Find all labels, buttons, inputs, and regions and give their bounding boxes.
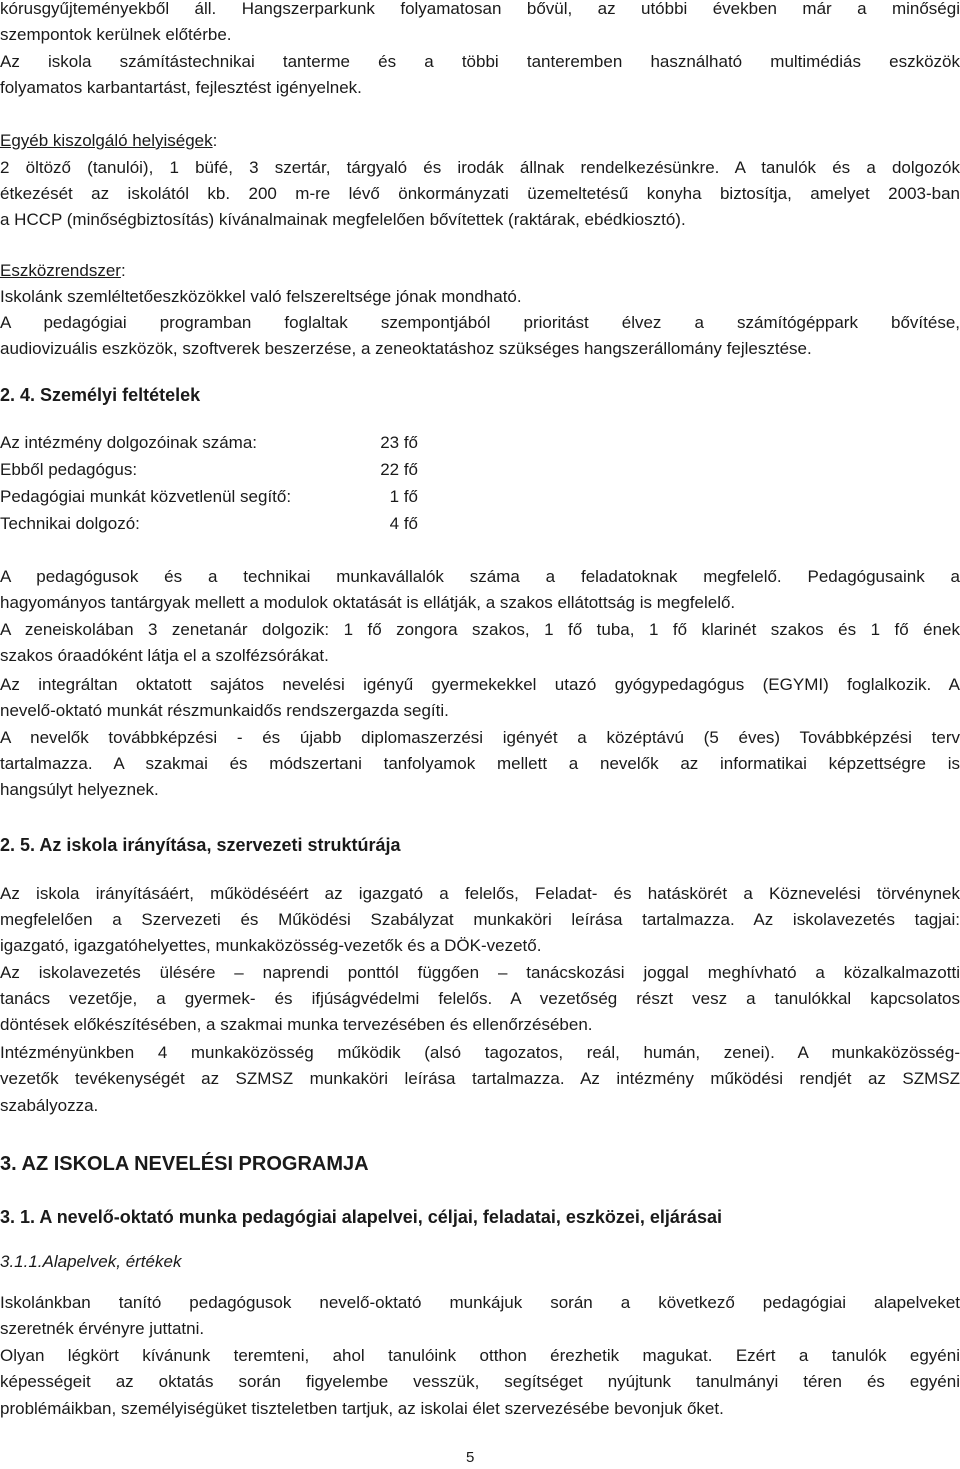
staff-label: Technikai dolgozó: (0, 514, 140, 533)
rooms-heading: Egyéb kiszolgáló helyiségek: (0, 131, 218, 150)
text-line: vezetők tevékenységét az SZMSZ munkaköri leírása tartalmazza. Az intézmény működési rendjét az SZMSZ (0, 1069, 960, 1088)
text-line: Az iskolavezetés ülésére – naprendi ponttól függően – tanácskozási joggal meghívható a közalkalmazotti (0, 963, 960, 982)
text-line: nevelő-oktató munkát részmunkaidős rendszergazda segíti. (0, 701, 449, 720)
text-line: döntések előkészítésében, a szakmai munka tervezésében és ellenőrzésében. (0, 1015, 593, 1034)
text-line: kórusgyűjteményekből áll. Hangszerparkunk folyamatosan bővül, az utóbbi években már a minőségi (0, 0, 960, 18)
text-line: Az integráltan oktatott sajátos nevelési igényű gyermekekkel utazó gyógypedagógus (EGYMI) foglalkozik. A (0, 675, 960, 694)
text-line: igazgató, igazgatóhelyettes, munkaközösség-vezetők és a DÖK-vezető. (0, 936, 542, 955)
text-line: étkezését az iskolától kb. 200 m-re lévő önkormányzati üzemeltetésű konyha biztosítja, amelyet 2003-ban (0, 184, 960, 203)
staff-value: 22 fő (380, 460, 418, 479)
text-line: Az iskola számítástechnikai tanterme és a többi tanteremben használható multimédiás eszközök (0, 52, 960, 71)
text-line: a HCCP (minőségbiztosítás) kívánalmainak megfelelően bővítettek (raktárak, ebédkiosztó). (0, 210, 686, 229)
text-line: Intézményünkben 4 munkaközösség működik (alsó tagozatos, reál, humán, zenei). A munkaközösség- (0, 1043, 960, 1062)
text-line: hangsúlyt helyeznek. (0, 780, 159, 799)
text-line: A pedagógiai programban foglaltak szempontjából prioritást élvez a számítógéppark bővítése, (0, 313, 960, 332)
staff-value: 4 fő (389, 514, 418, 533)
page-number: 5 (466, 1449, 475, 1466)
staff-label: Az intézmény dolgozóinak száma: (0, 433, 258, 452)
equipment-heading: Eszközrendszer: (0, 261, 126, 280)
staff-label: Ebből pedagógus: (0, 460, 138, 479)
staff-value: 23 fő (380, 433, 418, 452)
staff-label: Pedagógiai munkát közvetlenül segítő: (0, 487, 292, 506)
staff-value: 1 fő (389, 487, 418, 506)
text-line: szeretnék érvényre juttatni. (0, 1319, 205, 1338)
section-heading-3-1: 3. 1. A nevelő-oktató munka pedagógiai alapelvei, céljai, feladatai, eszközei, eljárásai (0, 1207, 722, 1227)
text-line: folyamatos karbantartást, fejlesztést igényelnek. (0, 78, 362, 97)
text-line: tartalmazza. A szakmai és módszertani tanfolyamok mellett a nevelők az informatikai képzettségre is (0, 754, 960, 773)
text-line: tanács vezetője, a gyermek- és ifjúságvédelmi felelős. A vezetőség részt vesz a tanulókkal kapcsolatos (0, 989, 960, 1008)
text-line: Iskolánkban tanító pedagógusok nevelő-oktató munkájuk során a következő pedagógiai alapelveket (0, 1293, 960, 1312)
text-line: hagyományos tantárgyak mellett a modulok oktatását is ellátják, a szakos ellátottság is megfelelő. (0, 593, 736, 612)
section-heading-2-5: 2. 5. Az iskola irányítása, szervezeti struktúrája (0, 835, 401, 855)
section-heading-2-4: 2. 4. Személyi feltételek (0, 385, 201, 405)
text-line: A nevelők továbbképzési - és újabb diplomaszerzési igényét a középtávú (5 éves) Továbbképzési terv (0, 728, 960, 747)
chapter-heading-3: 3. AZ ISKOLA NEVELÉSI PROGRAMJA (0, 1153, 369, 1175)
text-line: szakos óraadóként látja el a szolfézsórákat. (0, 646, 329, 665)
text-line: audiovizuális eszközök, szoftverek beszerzése, a zeneoktatáshoz szükséges hangszerállomány fejlesztése. (0, 339, 812, 358)
text-line: szempontok kerülnek előtérbe. (0, 25, 232, 44)
text-line: Iskolánk szemléltetőeszközökkel való felszereltsége jónak mondható. (0, 287, 522, 306)
text-line: problémáikban, személyiségüket tiszteletben tartjuk, az iskolai élet szervezésébe bevonjuk őket. (0, 1399, 724, 1418)
text-line: szabályozza. (0, 1096, 99, 1115)
text-line: Olyan légkört kívánunk teremteni, ahol tanulóink otthon érezhetik magukat. Ezért a tanulók egyéni (0, 1346, 960, 1365)
text-line: megfelelően a Szervezeti és Működési Szabályzat munkaköri leírása tartalmazza. Az iskolavezetés tagjai: (0, 910, 960, 929)
subsection-heading-3-1-1: 3.1.1.Alapelvek, értékek (0, 1252, 182, 1271)
text-line: A pedagógusok és a technikai munkavállalók száma a feladatoknak megfelelő. Pedagógusaink a (0, 567, 960, 586)
text-line: A zeneiskolában 3 zenetanár dolgozik: 1 fő zongora szakos, 1 fő tuba, 1 fő klarinét szakos és 1 fő ének (0, 620, 960, 639)
text-line: 2 öltöző (tanulói), 1 büfé, 3 szertár, tárgyaló és irodák állnak rendelkezésünkre. A tanulók és a dolgozók (0, 158, 960, 177)
text-line: Az iskola irányításáért, működéséért az igazgató a felelős, Feladat- és hatáskörét a Köznevelési törvénynek (0, 884, 960, 903)
text-line: képességeit az oktatás során figyelembe vesszük, segítséget nyújtunk tanulmányi téren és egyéni (0, 1372, 960, 1391)
